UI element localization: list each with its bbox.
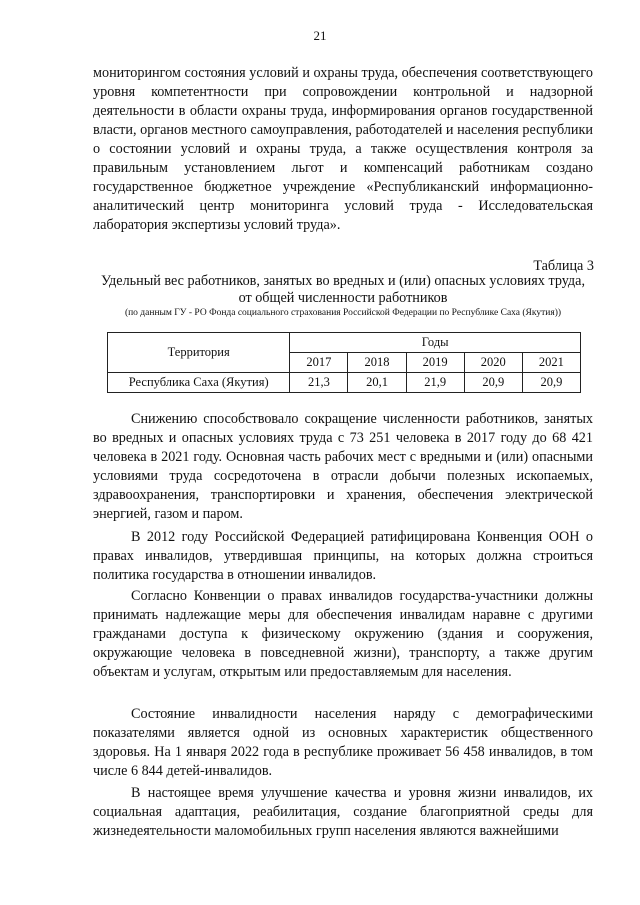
- table-label: Таблица 3: [533, 258, 594, 274]
- table-title: Удельный вес работников, занятых во вредных и (или) опасных условиях труда, от общей численности работников: [101, 273, 585, 306]
- body-paragraph: В настоящее время улучшение качества и уровня жизни инвалидов, их социальная адаптация, реабилитация, создание благоприятной среды для жизнедеятельности маломобильных групп населения являются важнейшими: [93, 785, 593, 839]
- cell-value: 20,9: [522, 373, 580, 393]
- cell-value: 21,9: [406, 373, 464, 393]
- page-number: 21: [313, 28, 327, 43]
- body-paragraph: Состояние инвалидности населения наряду с демографическими показателями является одной из основных характеристик общественного здоровья. На 1 января 2022 года в республике проживает 56 458 инвалидов, в том числе 6 844 детей-инвалидов.: [93, 706, 593, 779]
- body-paragraph: Снижению способствовало сокращение численности работников, занятых во вредных и опасных условиях труда с 73 251 человека в 2017 году до 68 421 человека в 2021 году. Основная часть рабочих мест с вредными и (или) опасными условиями труда сосредоточена в отрасли добычи полезных ископаемых, здравоохранения, транспортировки и хранения, обеспечения электрической энергией, газом и паром.: [93, 411, 593, 522]
- body-paragraph: Согласно Конвенции о правах инвалидов государства-участники должны принимать надлежащие меры для обеспечения инвалидам наравне с другими гражданами доступа к физическому окружению (здания и сооружения, окружающие человека в повседневной жизни), транспорту, а также другим объектам и услугам, открытым или предоставляемым для населения.: [93, 588, 593, 680]
- header-year: 2017: [290, 353, 348, 373]
- cell-value: 20,1: [348, 373, 406, 393]
- table-row: [108, 373, 581, 393]
- header-territory: Территория: [108, 333, 290, 373]
- intro-paragraph: мониторингом состояния условий и охраны труда, обеспечения соответствующего уровня компетентности при сопровождении контрольной и надзорной деятельности в области охраны труда, информирования органов государственной власти, органов местного самоуправления, работодателей и населения республики о состоянии условий и охраны труда, а также осуществления контроля за правильным установлением льгот и компенсаций работникам создано государственное бюджетное учреждение «Республиканский информационно-аналитический центр мониторинга условий труда - Исследовательская лаборатория экспертизы условий труда».: [93, 65, 593, 233]
- header-year: 2021: [522, 353, 580, 373]
- cell-value: 21,3: [290, 373, 348, 393]
- cell-territory: Республика Саха (Якутия): [108, 373, 290, 393]
- cell-value: 20,9: [464, 373, 522, 393]
- header-years: Годы: [290, 333, 581, 353]
- table-source-note: (по данным ГУ - РО Фонда социального страхования Российской Федерации по Республике Саха (Якутия)): [124, 308, 562, 318]
- header-year: 2018: [348, 353, 406, 373]
- header-year: 2020: [464, 353, 522, 373]
- header-year: 2019: [406, 353, 464, 373]
- workers-share-table: [107, 332, 581, 393]
- body-paragraph: В 2012 году Российской Федерацией ратифицирована Конвенция ООН о правах инвалидов, утвердившая принципы, на которых должна строиться политика государства в отношении инвалидов.: [93, 529, 593, 583]
